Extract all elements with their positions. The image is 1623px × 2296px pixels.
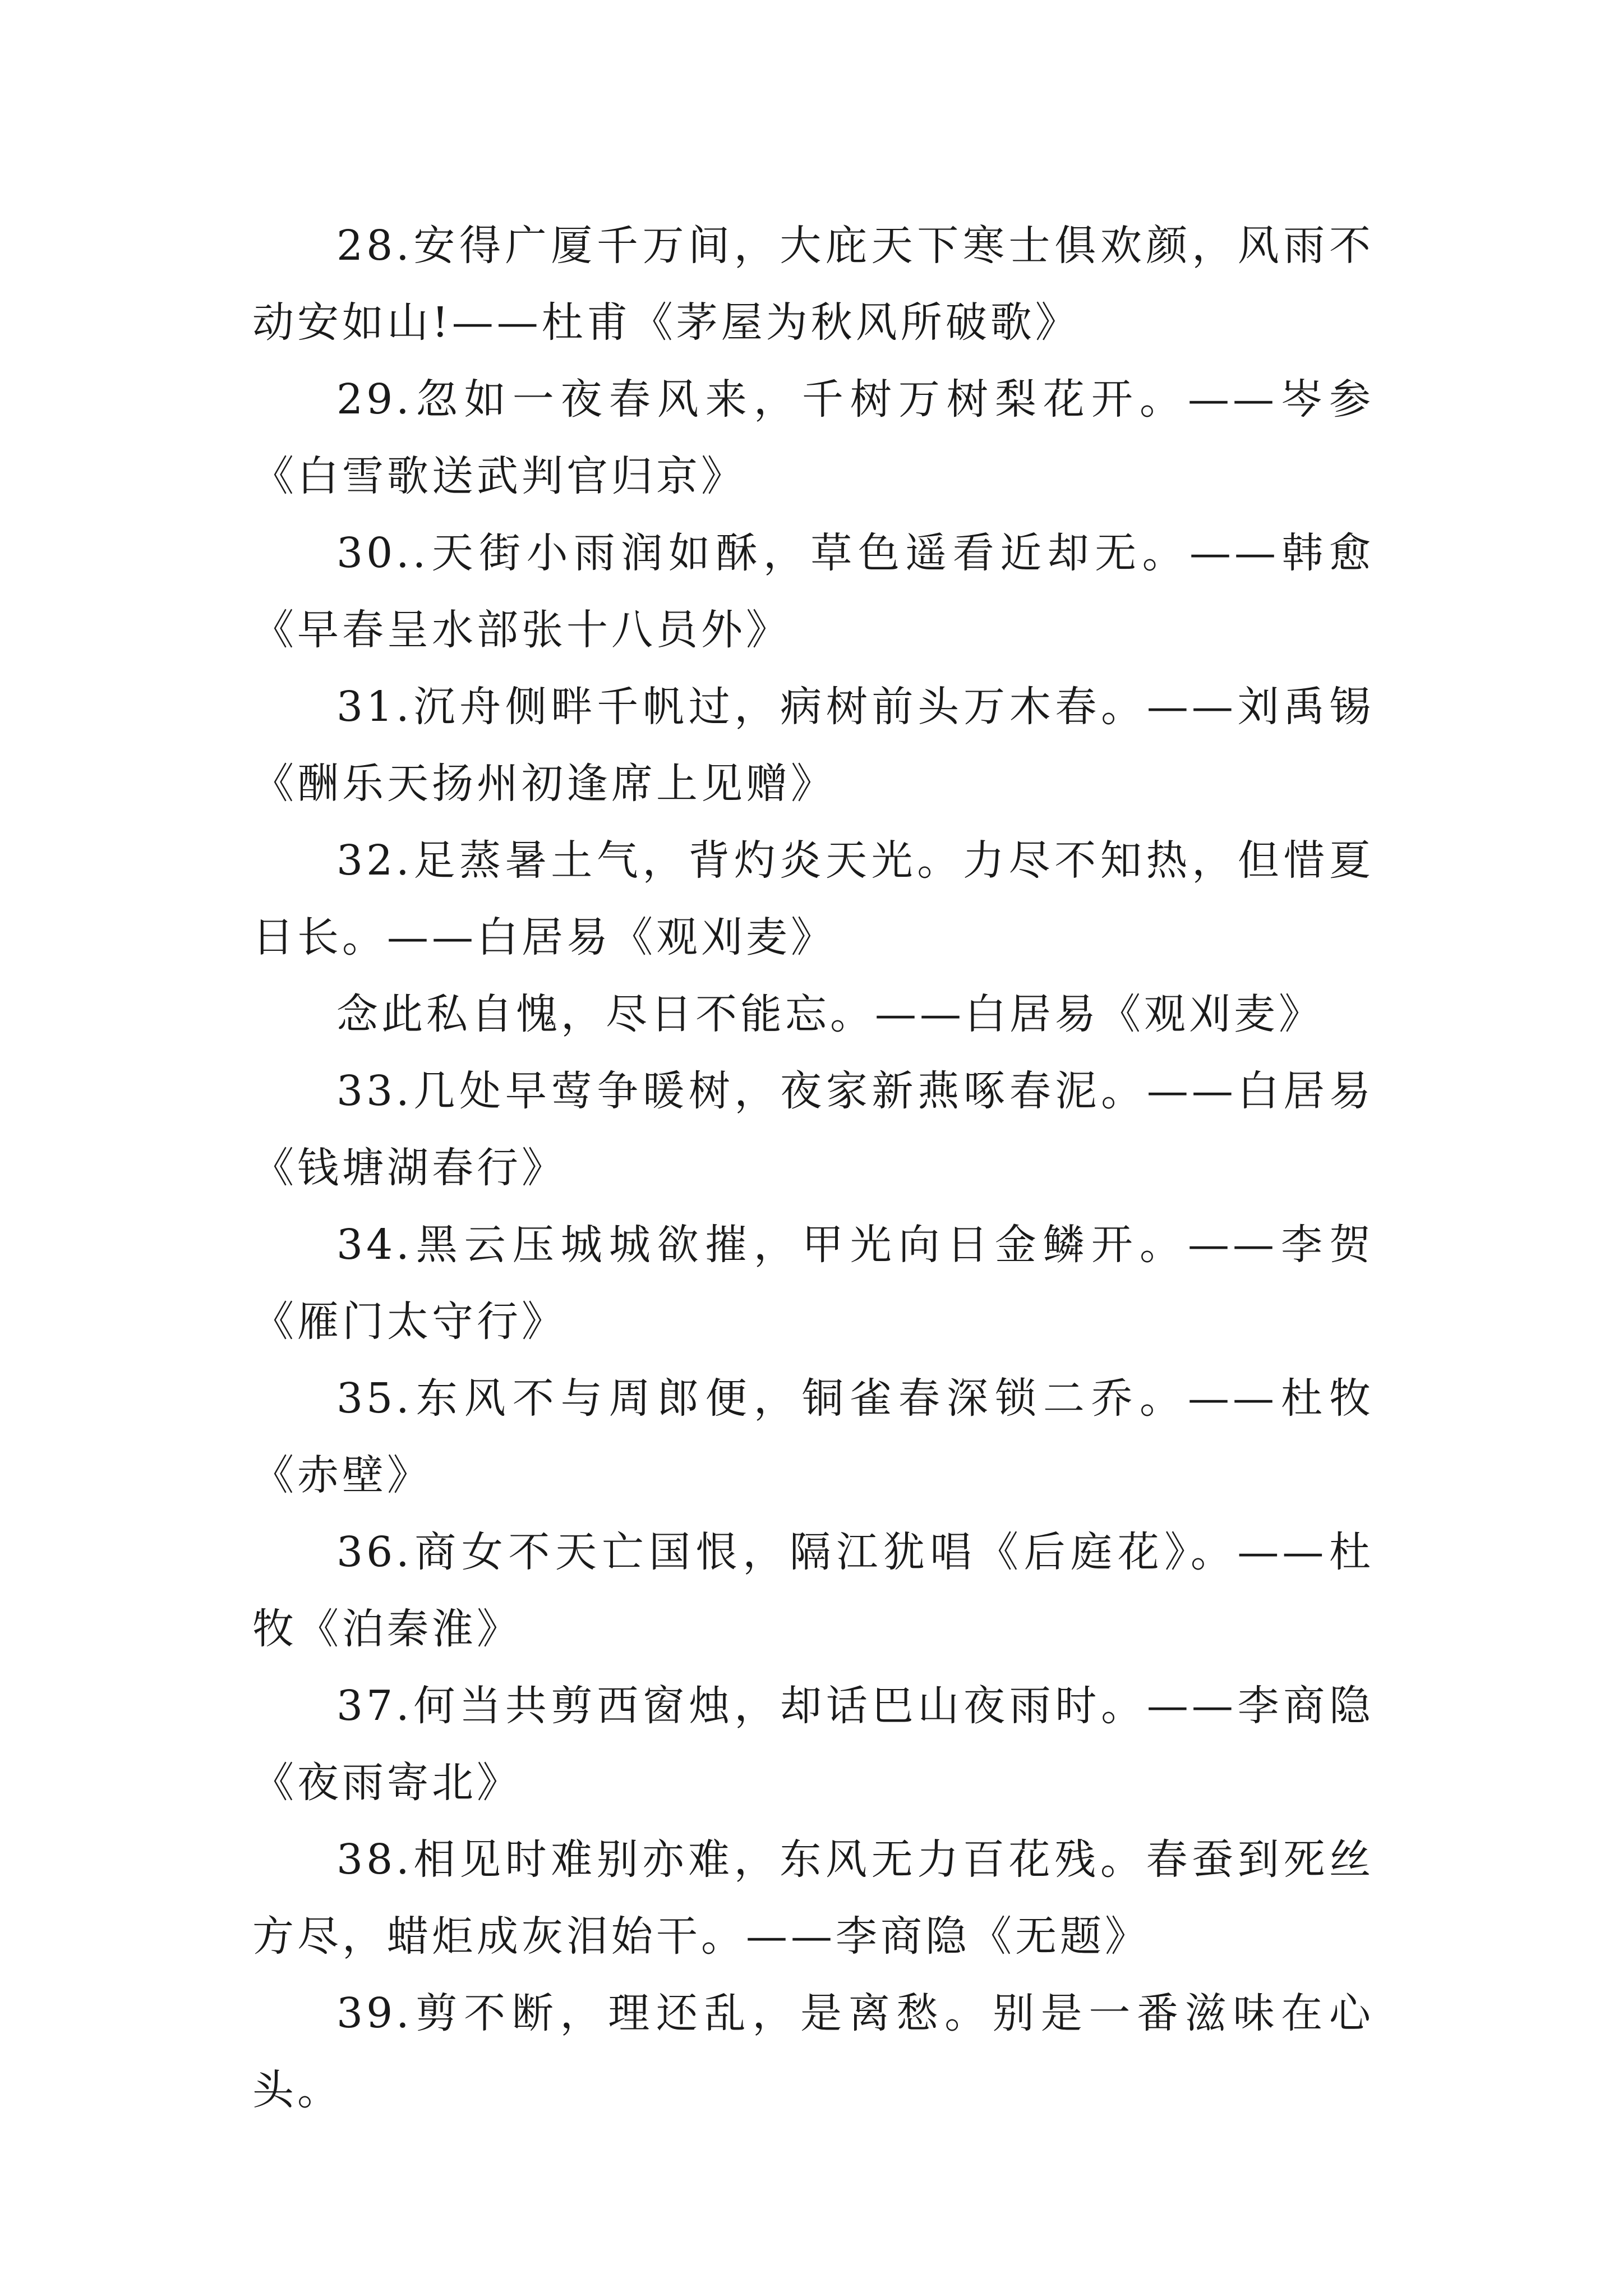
poem-line-34: 34.黑云压城城欲摧，甲光向日金鳞开。——李贺《雁门太守行》: [252, 1221, 1374, 1346]
poem-line-28: 28.安得广厦千万间，大庇天下寒士俱欢颜，风雨不动安如山!——杜甫《茅屋为秋风所破歌》: [252, 222, 1374, 347]
poem-line-35: 35.东风不与周郎便，铜雀春深锁二乔。——杜牧《赤壁》: [252, 1374, 1374, 1499]
poem-line-31: 31.沉舟侧畔千帆过，病树前头万木春。——刘禹锡《酬乐天扬州初逢席上见赠》: [252, 683, 1374, 808]
poem-line-37: 37.何当共剪西窗烛，却话巴山夜雨时。——李商隐《夜雨寄北》: [252, 1682, 1374, 1807]
poem-line-33: 33.几处早莺争暖树，夜家新燕啄春泥。——白居易《钱塘湖春行》: [252, 1067, 1374, 1192]
poem-line-32: 32.足蒸暑土气，背灼炎天光。力尽不知热，但惜夏日长。——白居易《观刈麦》: [252, 836, 1374, 961]
poem-line-39: 39.剪不断，理还乱，是离愁。别是一番滋味在心头。: [252, 1989, 1374, 2114]
document-body: [252, 208, 1374, 2129]
poem-line-30: 30..天街小雨润如酥，草色遥看近却无。——韩愈《早春呈水部张十八员外》: [252, 529, 1374, 654]
poem-line-29: 29.忽如一夜春风来，千树万树梨花开。——岑参《白雪歌送武判官归京》: [252, 375, 1374, 500]
poem-line-32-continued: 念此私自愧，尽日不能忘。——白居易《观刈麦》: [336, 990, 1324, 1038]
poem-line-38: 38.相见时难别亦难，东风无力百花残。春蚕到死丝方尽，蜡炬成灰泪始干。——李商隐《无题》: [252, 1835, 1374, 1961]
poem-line-36: 36.商女不天亡国恨，隔江犹唱《后庭花》。——杜牧《泊秦淮》: [252, 1528, 1374, 1653]
